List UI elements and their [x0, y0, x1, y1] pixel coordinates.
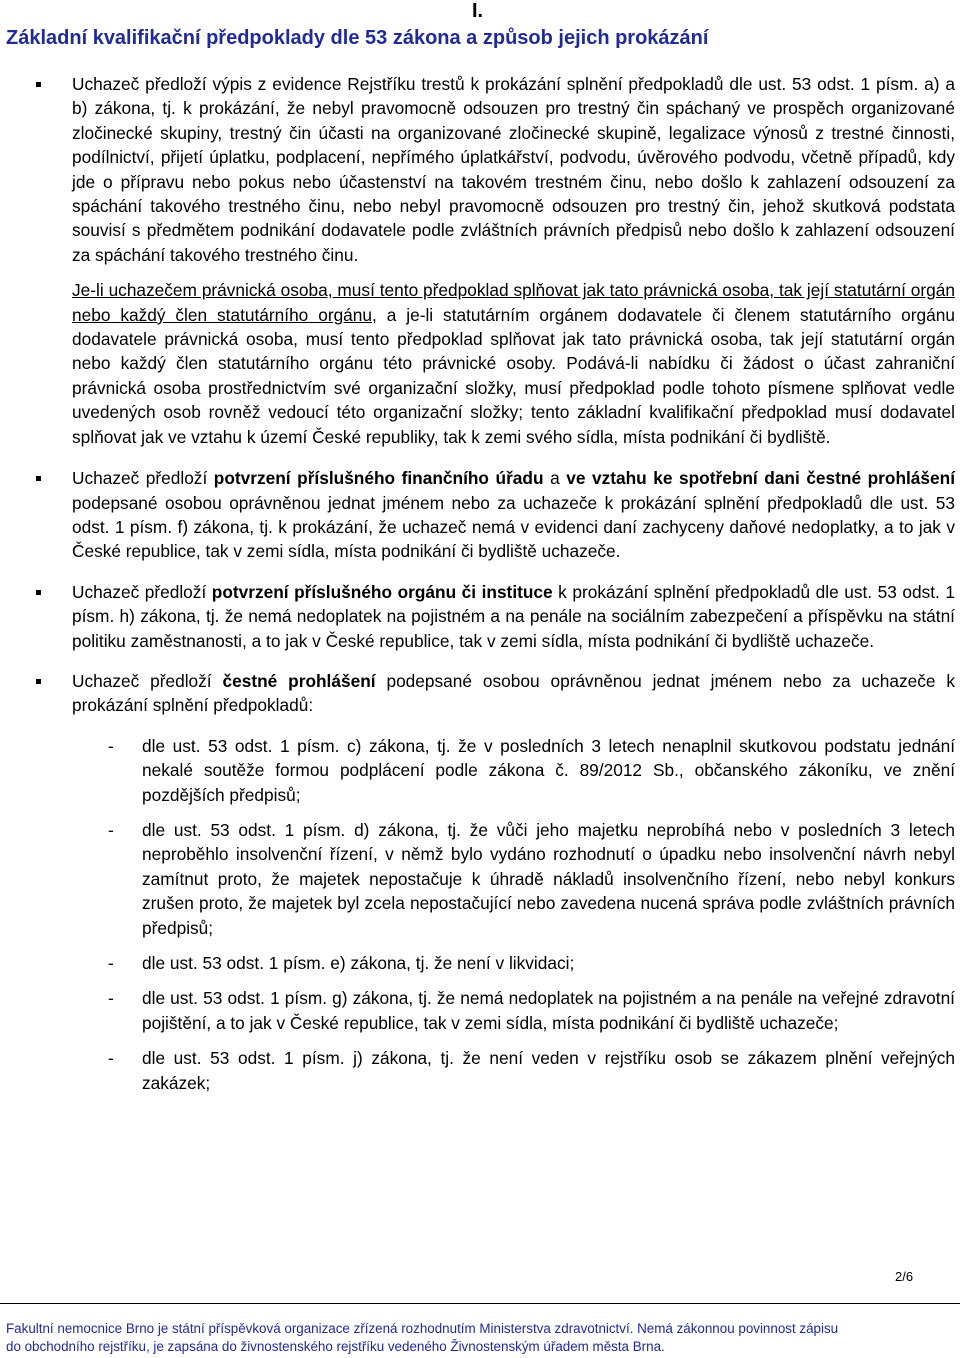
footer-line: Fakultní nemocnice Brno je státní příspěvková organizace zřízená rozhodnutím Ministerstva zdravotnictví. Nemá zákonnou povinnost zápisu: [6, 1321, 839, 1336]
bold-text: potvrzení příslušného orgánu či instituce: [211, 581, 553, 602]
footer: [6, 1320, 956, 1356]
paragraph: [72, 580, 955, 653]
dash-marker: -: [108, 953, 114, 973]
list-item: [72, 669, 955, 718]
sub-list-item: [108, 734, 955, 807]
paragraph: dle ust. 53 odst. 1 písm. g) zákona, tj. že nemá nedoplatek na pojistném a na penále na veřejné zdravotní pojištění, a to jak v České republice, tak v zemi sídla, místa podnikání či bydliště uchazeče;: [142, 988, 955, 1033]
bold-text: potvrzení příslušného finančního úřadu: [213, 468, 544, 489]
sub-list-item: [108, 951, 955, 975]
dash-marker: -: [108, 735, 114, 756]
paragraph: dle ust. 53 odst. 1 písm. j) zákona, tj. že není veden v rejstříku osob se zákazem plnění veřejných zakázek;: [142, 1048, 955, 1093]
paragraph-text: Uchazeč předloží: [72, 468, 214, 489]
paragraph-text: Uchazeč předloží: [72, 670, 223, 691]
page-number: 2/6: [895, 1269, 914, 1284]
bullet-icon: [36, 590, 41, 595]
footer-line: do obchodního rejstříku, je zapsána do živnostenského rejstříku vedeného Živnostenským úřadem města Brna.: [6, 1339, 665, 1354]
bullet-icon: [36, 476, 41, 481]
section-heading: Základní kvalifikační předpoklady dle 53 zákona a způsob jejich prokázání: [6, 27, 709, 49]
paragraph-text: k prokázání splnění předpokladů dle ust. 53 odst. 1 písm. h) zákona, tj. že nemá nedoplatek na pojistném a na penále na sociálním zabezpečení a příspěvku na státní politiku zaměstnanosti, a to jak v České republice, tak v zemi sídla, místa podnikání či bydliště uchazeče.: [72, 581, 955, 651]
paragraph: Uchazeč předloží výpis z evidence Rejstříku trestů k prokázání splnění předpokladů dle ust. 53 odst. 1 písm. a) a b) zákona, tj. k prokázání, že nebyl pravomocně odsouzen pro trestný čin spáchaný ve prospěch organizované zločinecké skupiny, trestný čin účasti na organizované zločinecké skupině, legalizace výnosů z trestné činnosti, podílnictví, přijetí úplatku, podplacení, nepřímého úplatkářství, podvodu, úvěrového podvodu, včetně případů, kdy jde o přípravu nebo pokus nebo účastenství na takovém trestném činu, nebo došlo k zahlazení odsouzení za spáchání takového trestného činu, nebo nebyl pravomocně odsouzen pro trestný čin, jehož skutková podstata souvisí s předmětem podnikání dodavatele podle zvláštních právních předpisů nebo došlo k zahlazení odsouzení za spáchání takového trestného činu.: [72, 74, 955, 265]
paragraph: dle ust. 53 odst. 1 písm. d) zákona, tj. že vůči jeho majetku neprobíhá nebo v posledních 3 letech neproběhlo insolvenční řízení, v němž bylo vydáno rozhodnutí o úpadku nebo insolvenční návrh nebyl zamítnut proto, že majetek nepostačuje k úhradě nákladů insolvenčního řízení, nebo nebyl konkurs zrušen proto, že majetek byl zcela nepostačující nebo zavedena nucená správa podle zvláštních právních předpisů;: [142, 819, 955, 938]
paragraph: [72, 669, 955, 718]
sub-list-item: [108, 818, 955, 940]
paragraph-text: podepsané osobou oprávněnou jednat jménem nebo za uchazeče k prokázání splnění předpokladů dle ust. 53 odst. 1 písm. f) zákona, tj. k prokázání, že uchazeč nemá v evidenci daní zachyceny daňové nedoplatky, a to jak v České republice, tak v zemi sídla, místa podnikání či bydliště uchazeče.: [72, 492, 955, 562]
bullet-icon: [36, 82, 41, 87]
dash-marker: -: [108, 819, 114, 840]
footer-divider: [0, 1303, 960, 1304]
sub-list-item: [108, 1046, 955, 1095]
list-item: [72, 466, 955, 564]
paragraph-text: , a je-li statutárním orgánem dodavatele či členem statutárního orgánu dodavatele právnická osoba, musí tento předpoklad splňovat jak tato právnická osoba, tak její statutární orgán nebo každý člen statutárního orgánu této právnické osoby. Podává-li nabídku či žádost o účast zahraniční právnická osoba prostřednictvím své organizační složky, musí předpoklad podle tohoto písmene splňovat vedle uvedených osob rovněž vedoucí této organizační složky; tento základní kvalifikační předpoklad musí dodavatel splňovat jak ve vztahu k území České republiky, tak k zemi svého sídla, místa podnikání či bydliště.: [72, 304, 955, 447]
paragraph-text: podepsané osobou oprávněnou jednat jménem nebo za uchazeče k prokázání splnění předpokladů:: [72, 670, 955, 716]
dash-marker: -: [108, 1048, 114, 1069]
document-body: [72, 72, 955, 1095]
paragraph: [72, 466, 955, 564]
paragraph: dle ust. 53 odst. 1 písm. e) zákona, tj. že není v likvidaci;: [142, 953, 575, 973]
paragraph: [72, 278, 955, 449]
dash-marker: -: [108, 988, 114, 1009]
paragraph-text: a: [543, 468, 567, 489]
sub-list-item: [108, 986, 955, 1035]
section-number: I.: [472, 0, 484, 22]
bold-text: ve vztahu ke spotřební dani čestné prohlášení: [566, 468, 955, 489]
paragraph-text: Uchazeč předloží: [72, 581, 212, 602]
list-item: [72, 72, 955, 449]
paragraph: dle ust. 53 odst. 1 písm. c) zákona, tj. že v posledních 3 letech nenaplnil skutkovou podstatu jednání nekalé soutěže formou podplácení podle zákona č. 89/2012 Sb., občanského zákoníku, ve znění pozdějších předpisů;: [142, 735, 955, 805]
underlined-text: Je-li uchazečem právnická osoba, musí tento předpoklad splňovat jak tato právnická osoba, tak její statutární orgán nebo každý člen statutárního orgánu: [72, 280, 955, 325]
list-item: [72, 580, 955, 653]
bold-text: čestné prohlášení: [222, 670, 376, 691]
bullet-icon: [36, 679, 41, 684]
